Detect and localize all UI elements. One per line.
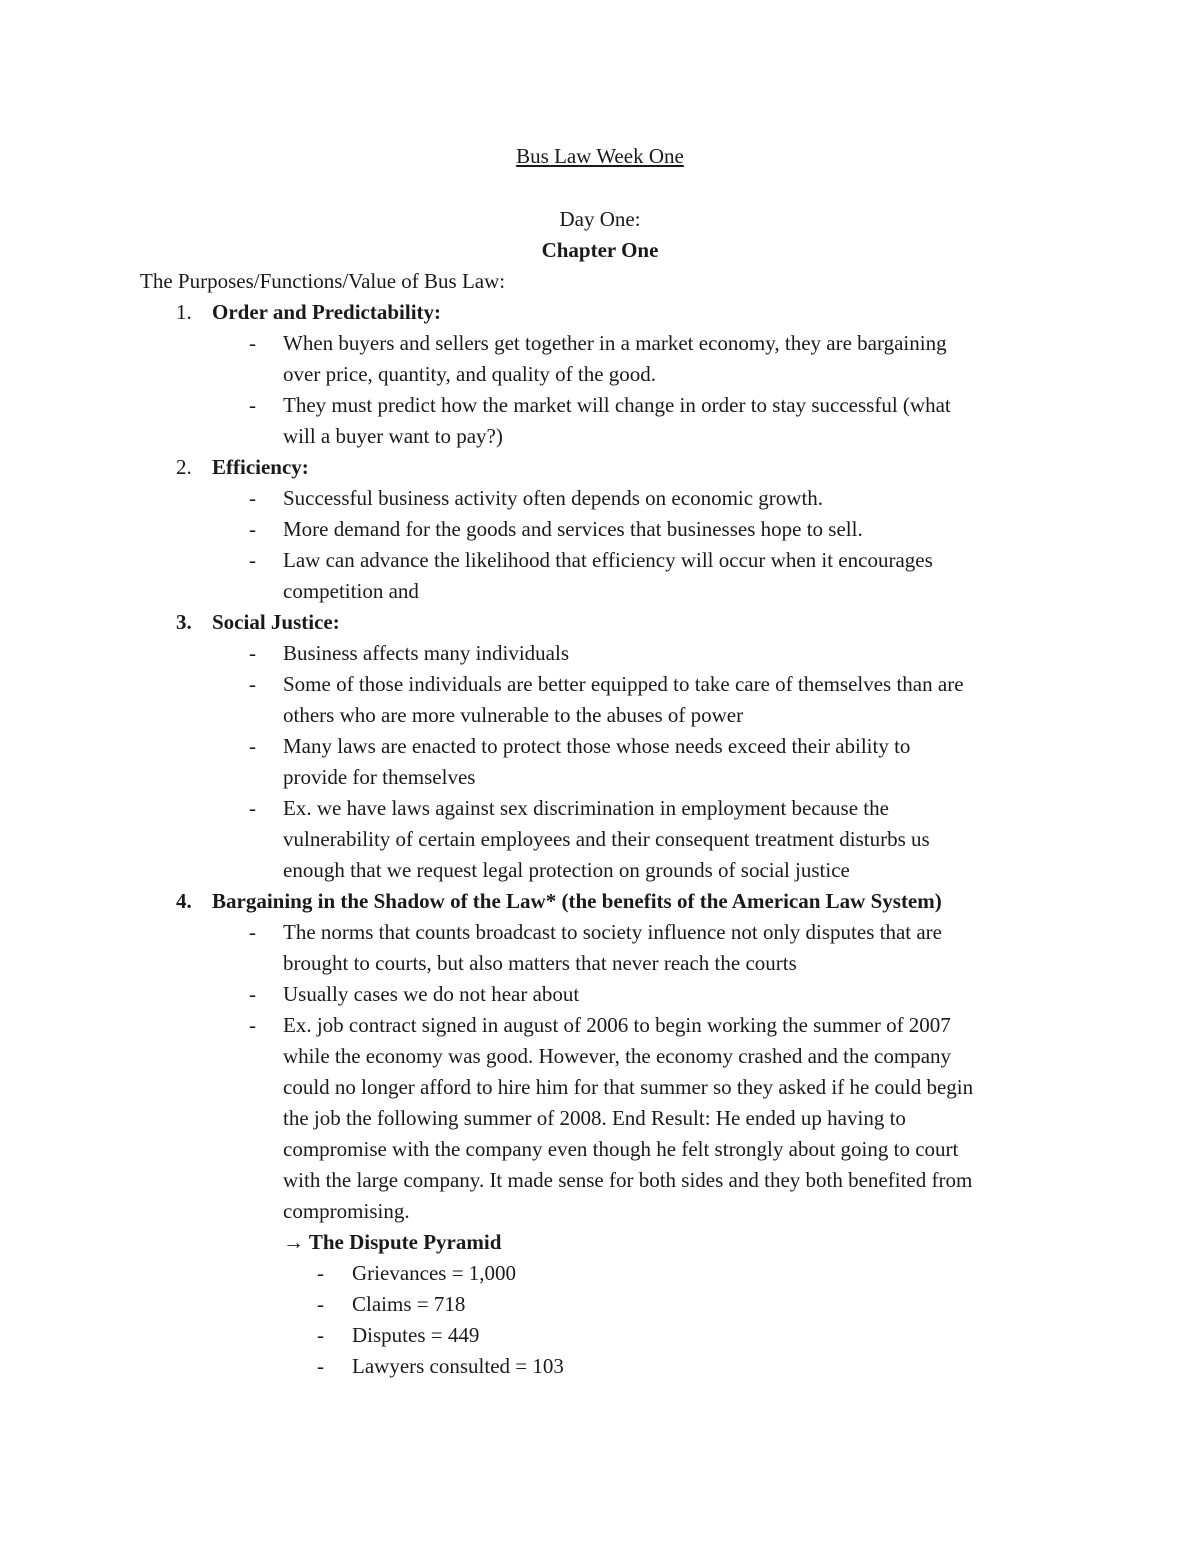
bullet-dash: - <box>249 920 256 944</box>
section-heading: Efficiency: <box>212 455 309 479</box>
pyramid-item: Grievances = 1,000 <box>352 1261 517 1285</box>
day-heading: Day One: <box>559 207 641 231</box>
bullet-text: will a buyer want to pay?) <box>283 424 503 448</box>
bullet-dash: - <box>249 672 256 696</box>
section-heading: Social Justice: <box>212 610 340 634</box>
section-number: 2. <box>176 455 192 479</box>
section-number: 3. <box>176 610 192 634</box>
bullet-dash: - <box>249 393 256 417</box>
bullet-text: Ex. we have laws against sex discrimination in employment because the <box>283 796 889 820</box>
pyramid-heading: → The Dispute Pyramid <box>283 1230 502 1254</box>
pyramid-bullet-dash: - <box>317 1354 324 1378</box>
bullet-dash: - <box>249 641 256 665</box>
bullet-dash: - <box>249 548 256 572</box>
pyramid-item: Disputes = 449 <box>352 1323 480 1347</box>
bullet-text: Business affects many individuals <box>283 641 569 665</box>
bullet-text: provide for themselves <box>283 765 476 789</box>
bullet-text: competition and <box>283 579 419 603</box>
bullet-text: Law can advance the likelihood that efficiency will occur when it encourages <box>283 548 933 572</box>
bullet-text: while the economy was good. However, the economy crashed and the company <box>283 1044 952 1068</box>
section-heading: Order and Predictability: <box>212 300 442 324</box>
section-number: 4. <box>176 889 192 913</box>
bullet-text: compromise with the company even though he felt strongly about going to court <box>283 1137 959 1161</box>
pyramid-item: Lawyers consulted = 103 <box>352 1354 564 1378</box>
section-number: 1. <box>176 300 192 324</box>
bullet-text: Many laws are enacted to protect those whose needs exceed their ability to <box>283 734 911 758</box>
bullet-text: More demand for the goods and services that businesses hope to sell. <box>283 517 863 541</box>
bullet-text: brought to courts, but also matters that never reach the courts <box>283 951 797 975</box>
bullet-text: Usually cases we do not hear about <box>283 982 580 1006</box>
pyramid-bullet-dash: - <box>317 1292 324 1316</box>
intro-text: The Purposes/Functions/Value of Bus Law: <box>140 269 506 293</box>
pyramid-item: Claims = 718 <box>352 1292 466 1316</box>
bullet-text: The norms that counts broadcast to society influence not only disputes that are <box>283 920 942 944</box>
bullet-text: others who are more vulnerable to the abuses of power <box>283 703 744 727</box>
bullet-dash: - <box>249 982 256 1006</box>
bullet-text: compromising. <box>283 1199 410 1223</box>
bullet-text: could no longer afford to hire him for that summer so they asked if he could begin <box>283 1075 974 1099</box>
bullet-text: When buyers and sellers get together in a market economy, they are bargaining <box>283 331 947 355</box>
bullet-text: Ex. job contract signed in august of 2006 to begin working the summer of 2007 <box>283 1013 951 1037</box>
pyramid-bullet-dash: - <box>317 1323 324 1347</box>
bullet-dash: - <box>249 1013 256 1037</box>
bullet-text: vulnerability of certain employees and their consequent treatment disturbs us <box>283 827 930 851</box>
bullet-text: over price, quantity, and quality of the good. <box>283 362 657 386</box>
section-heading: Bargaining in the Shadow of the Law* (the benefits of the American Law System) <box>212 889 942 913</box>
pyramid-bullet-dash: - <box>317 1261 324 1285</box>
bullet-dash: - <box>249 796 256 820</box>
bullet-text: the job the following summer of 2008. End Result: He ended up having to <box>283 1106 906 1130</box>
bullet-text: Some of those individuals are better equipped to take care of themselves than are <box>283 672 964 696</box>
bullet-dash: - <box>249 517 256 541</box>
bullet-dash: - <box>249 734 256 758</box>
bullet-dash: - <box>249 331 256 355</box>
document-title: Bus Law Week One <box>516 144 684 168</box>
bullet-text: enough that we request legal protection on grounds of social justice <box>283 858 850 882</box>
bullet-text: They must predict how the market will change in order to stay successful (what <box>283 393 951 417</box>
bullet-text: Successful business activity often depends on economic growth. <box>283 486 824 510</box>
bullet-dash: - <box>249 486 256 510</box>
chapter-heading: Chapter One <box>541 238 659 262</box>
bullet-text: with the large company. It made sense for both sides and they both benefited from <box>283 1168 973 1192</box>
